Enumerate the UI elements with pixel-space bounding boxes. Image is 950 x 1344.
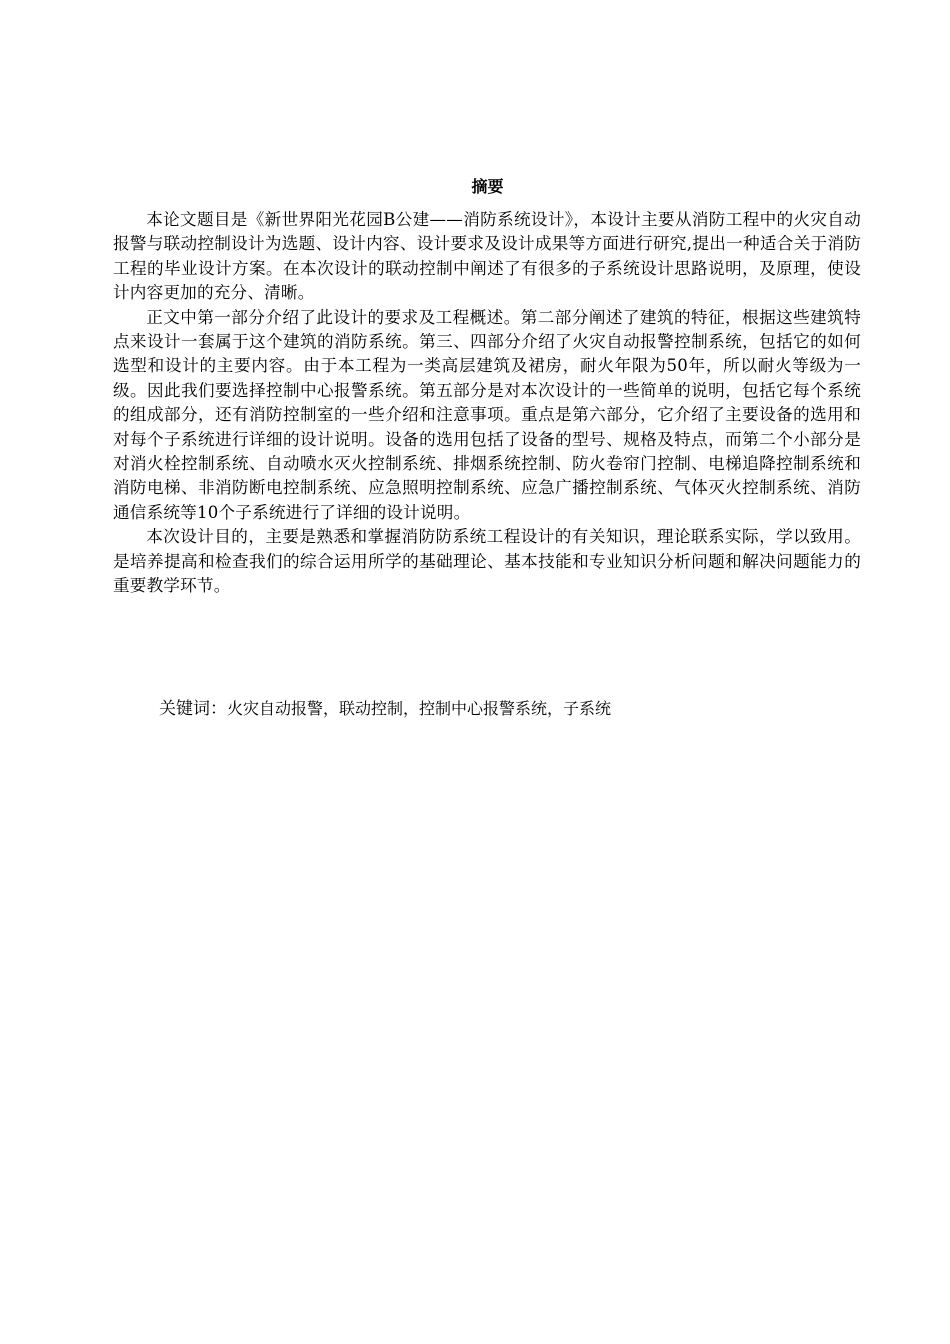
abstract-paragraph: 本论文题目是《新世界阳光花园B公建——消防系统设计》，本设计主要从消防工程中的火灾自动报警与联动控制设计为选题、设计内容、设计要求及设计成果等方面进行研究,提出一种适合关于消防工程的毕业设计方案。在本次设计的联动控制中阐述了有很多的子系统设计思路说明，及原理，使设计内容更加的充分、清晰。 xyxy=(113,210,861,303)
keywords-line xyxy=(159,697,859,721)
keywords-value: 火灾自动报警，联动控制，控制中心报警系统，子系统 xyxy=(227,699,612,718)
keywords-label: 关键词： xyxy=(159,699,227,719)
abstract-title: 摘要 xyxy=(471,177,504,196)
abstract-paragraph: 本次设计目的，主要是熟悉和掌握消防防系统工程设计的有关知识，理论联系实际，学以致用。是培养提高和检查我们的综合运用所学的基础理论、基本技能和专业知识分析问题和解决问题能力的重要教学环节。 xyxy=(113,527,861,596)
abstract-paragraph: 正文中第一部分介绍了此设计的要求及工程概述。第二部分阐述了建筑的特征，根据这些建筑特点来设计一套属于这个建筑的消防系统。第三、四部分介绍了火灾自动报警控制系统，包括它的如何选型和设计的主要内容。由于本工程为一类高层建筑及裙房，耐火年限为50年，所以耐火等级为一级。因此我们要选择控制中心报警系统。第五部分是对本次设计的一些简单的说明，包括它每个系统的组成部分，还有消防控制室的一些介绍和注意事项。重点是第六部分，它介绍了主要设备的选用和对每个子系统进行详细的设计说明。设备的选用包括了设备的型号、规格及特点，而第二个小部分是对消火栓控制系统、自动喷水灭火控制系统、排烟系统控制、防火卷帘门控制、电梯追降控制系统和消防电梯、非消防断电控制系统、应急照明控制系统、应急广播控制系统、气体灭火控制系统、消防通信系统等10个子系统进行了详细的设计说明。 xyxy=(113,307,861,522)
abstract-body xyxy=(113,208,861,599)
